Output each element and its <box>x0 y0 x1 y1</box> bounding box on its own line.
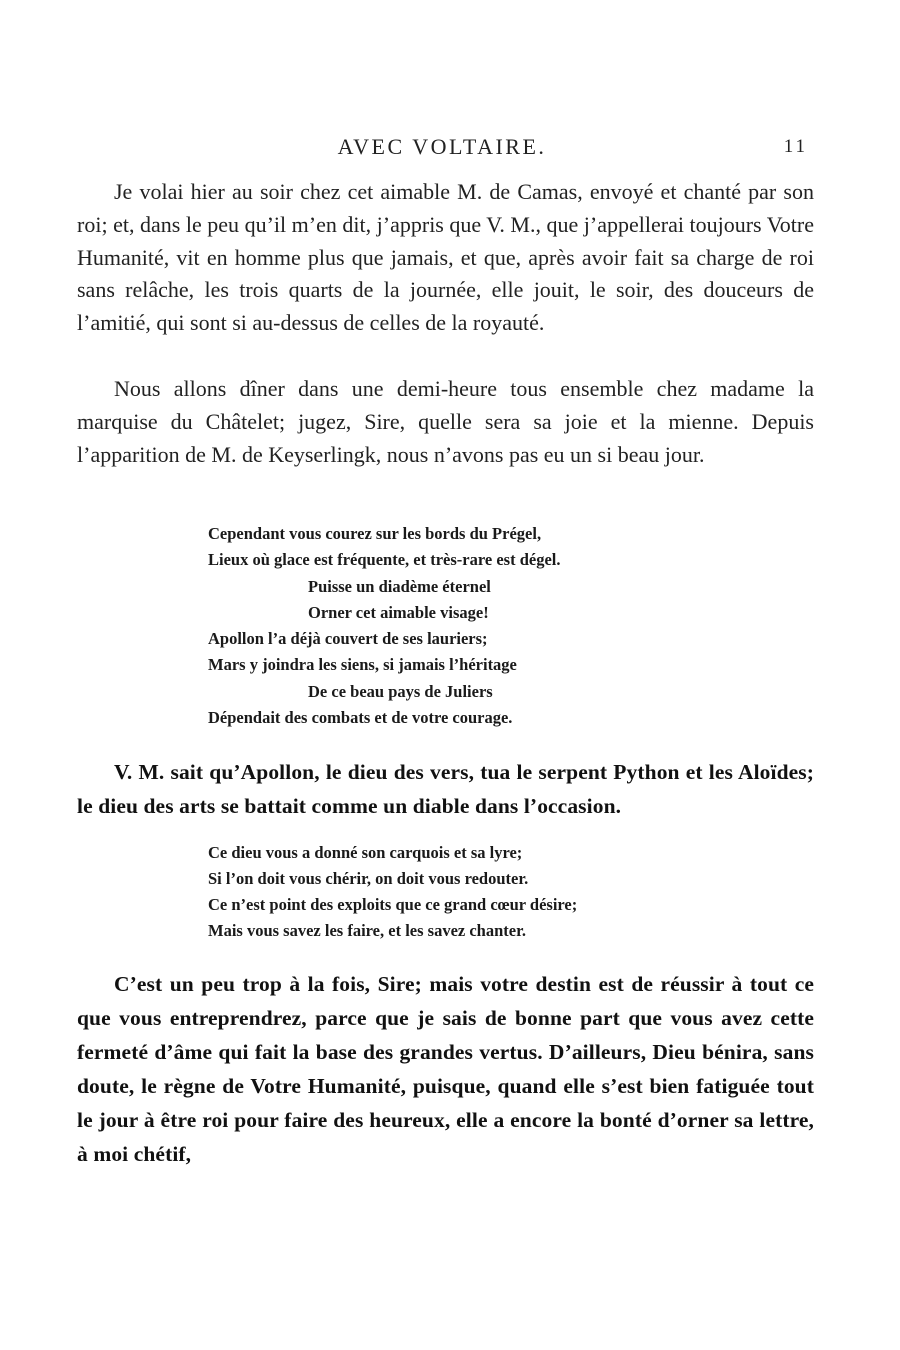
verse-prégel <box>208 521 561 731</box>
paragraph-text: Je volai hier au soir chez cet aimable M. de Camas, envoyé et chanté par son roi; et, dans le peu qu’il m’en dit, j’appris que V. M., que j’appellerai toujours Votre Humanité, vit en homme plus que jamais, et que, après avoir fait sa charge de roi sans relâche, les trois quarts de la journée, elle jouit, le soir, des douceurs de l’amitié, qui sont si au-dessus de celles de la royauté. <box>77 179 814 336</box>
verse-line: Si l’on doit vous chérir, on doit vous redouter. <box>208 869 529 888</box>
verse-line: Mars y joindra les siens, si jamais l’héritage <box>208 655 517 675</box>
verse-line: Lieux où glace est fréquente, et très-rare est dégel. <box>208 550 561 570</box>
verse-line: Cependant vous courez sur les bords du Prégel, <box>208 524 542 543</box>
paragraph-camas <box>77 176 814 340</box>
paragraph-text: V. M. sait qu’Apollon, le dieu des vers, tua le serpent Python et les Aloïdes; le dieu des arts se battait comme un diable dans l’occasion. <box>77 760 814 818</box>
verse-carquois <box>208 840 577 944</box>
verse-line-indented: Orner cet aimable visage! <box>308 602 489 622</box>
paragraph-destin <box>77 967 814 1171</box>
page-number: 11 <box>783 136 808 157</box>
verse-line-indented: Puisse un diadème éternel <box>308 576 491 596</box>
verse-line: Apollon l’a déjà couvert de ses lauriers; <box>208 629 488 649</box>
verse-line: Dépendait des combats et de votre courage. <box>208 708 513 728</box>
verse-line: Ce dieu vous a donné son carquois et sa lyre; <box>208 843 523 862</box>
paragraph-text: C’est un peu trop à la fois, Sire; mais votre destin est de réussir à tout ce que vous entreprendrez, parce que je sais de bonne part que vous avez cette fermeté d’âme qui fait la base des grandes vertus. D’ailleurs, Dieu bénira, sans doute, le règne de Votre Humanité, puisque, quand elle s’est bien fatiguée tout le jour à être roi pour faire des heureux, elle a encore la bonté d’orner sa lettre, à moi chétif, <box>77 972 814 1166</box>
verse-line: Mais vous savez les faire, et les savez chanter. <box>208 921 527 940</box>
paragraph-text: Nous allons dîner dans une demi-heure tous ensemble chez madame la marquise du Châtelet; jugez, Sire, quelle sera sa joie et la mienne. Depuis l’apparition de M. de Keyserlingk, nous n’avons pas eu un si beau jour. <box>77 376 814 467</box>
running-head <box>0 134 900 164</box>
verse-line-indented: De ce beau pays de Juliers <box>308 681 493 701</box>
paragraph-apollon <box>77 755 814 823</box>
running-title: AVEC VOLTAIRE. <box>337 134 547 159</box>
paragraph-chatelet <box>77 373 814 471</box>
verse-line: Ce n’est point des exploits que ce grand cœur désire; <box>208 895 578 914</box>
